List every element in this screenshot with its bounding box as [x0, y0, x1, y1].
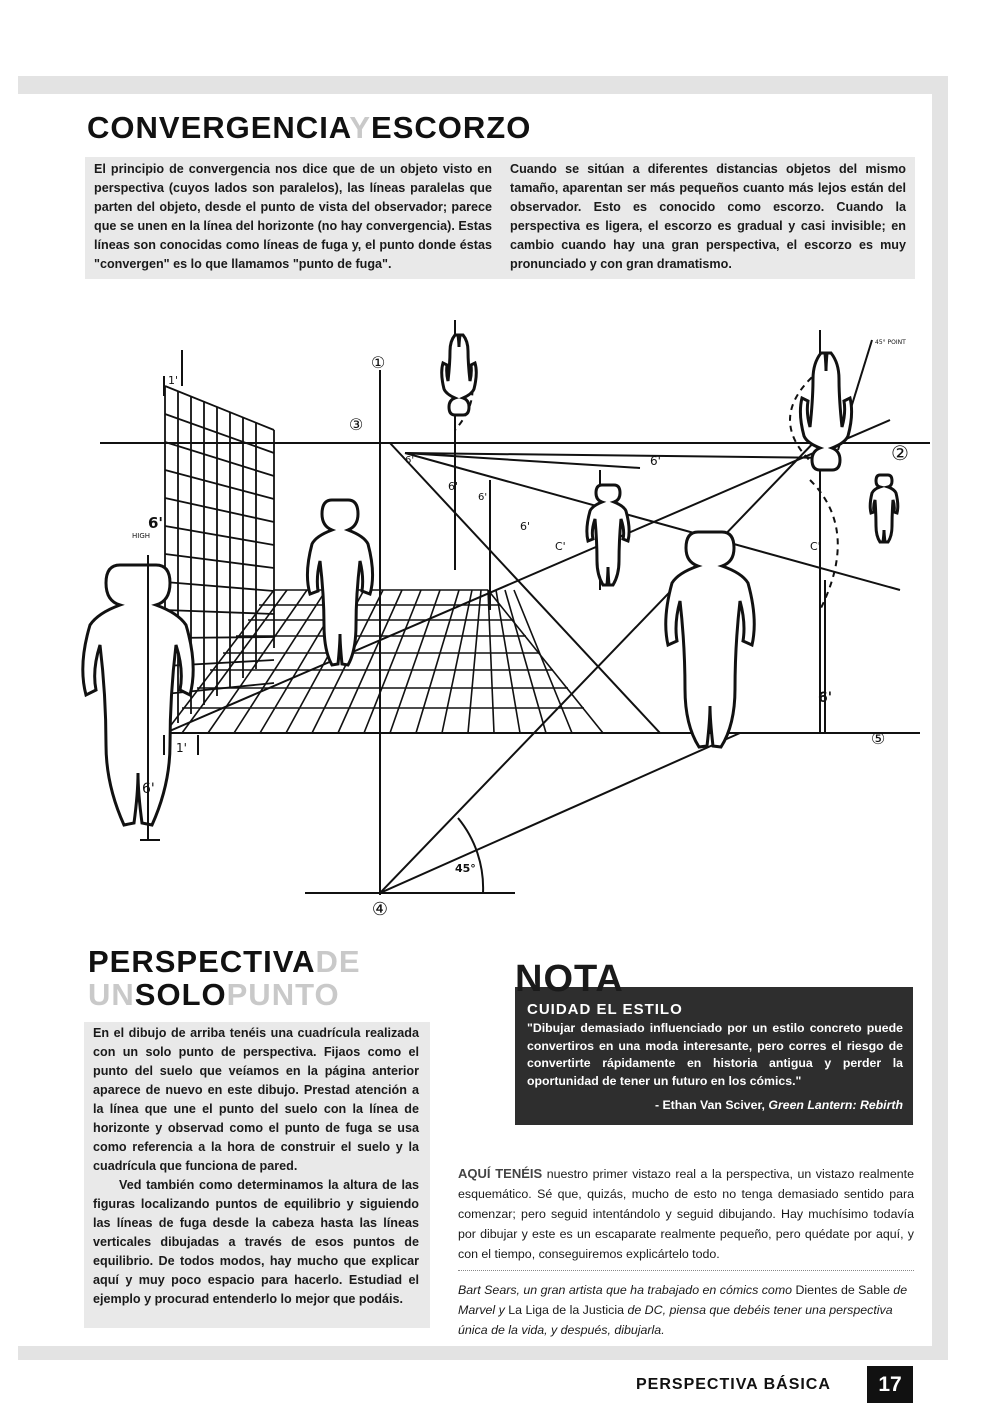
- caption-part-3: de Marvel: [458, 1283, 908, 1317]
- label-c4: 6': [520, 520, 531, 533]
- footer-label: PERSPECTIVA BÁSICA: [636, 1376, 831, 1393]
- figure-right-flipped: [800, 353, 851, 470]
- nota-attribution-name: - Ethan Van Sciver,: [654, 1098, 769, 1112]
- caption-part-5: La Liga de la Justicia: [508, 1303, 624, 1317]
- figure-far-right-tiny: [870, 475, 898, 542]
- nota-quote: "Dibujar demasiado influenciado por un estilo concreto puede convertiros en una moda interesante, pero corres el riesgo de convertirte rápidamente en historia antigua y perder la oportunidad de tener un futuro en los cómics.": [527, 1021, 903, 1088]
- title-line-1: [88, 945, 361, 978]
- title-word-de: DE: [315, 944, 361, 979]
- title-word-un: UN: [88, 977, 135, 1012]
- label-4: ④: [371, 899, 389, 920]
- intro-column-2: Cuando se sitúan a diferentes distancias objetos del mismo tamaño, aparentan ser más pequeños cuanto más lejos están del observador. Esto es conocido como escorzo. Cuando la perspectiva es ligera, el escorzo es gradual y casi invisible; en cambio cuando hay una gran perspectiva, el escorzo es muy pronunciado y con gran dramatismo.: [510, 162, 906, 271]
- label-5: ⑤: [870, 729, 886, 748]
- body-paragraph-2: Ved también como determinamos la altura de las figuras localizando puntos de equilibrio y siguiendo las líneas de fuga desde la cabeza hasta las líneas verticales dibujadas a través de esos puntos de equilibrio. De todos modos, hay mucho que explicar aquí y muy poco espacio para hacerlo. Estudiad el ejemplo y procurad entenderlo lo mejor que podáis.: [93, 1178, 419, 1306]
- scan-bottom-band: [18, 1346, 948, 1360]
- label-high: HIGH: [132, 532, 151, 540]
- label-c7: 6': [478, 492, 488, 503]
- aqui-paragraph: [458, 1164, 914, 1264]
- title-word-escorzo: ESCORZO: [371, 110, 532, 145]
- label-45-degrees: 45°: [455, 862, 476, 875]
- caption-part-2: Dientes de Sable: [795, 1283, 890, 1297]
- nota-attribution-work: Green Lantern: Rebirth: [768, 1098, 903, 1112]
- title-word-solo: SOLO: [134, 977, 227, 1012]
- title-line-2: [88, 978, 361, 1011]
- scan-top-band: [18, 76, 948, 94]
- page-number: 17: [867, 1366, 913, 1403]
- body-text-column: [93, 1024, 419, 1309]
- label-c5: C': [810, 540, 821, 553]
- figure-right-large: [666, 532, 755, 747]
- label-c6: 6': [405, 455, 415, 466]
- section-title-perspectiva: [88, 945, 361, 1011]
- label-1: ①: [370, 353, 386, 372]
- caption-divider: [458, 1270, 914, 1271]
- intro-column-1: El principio de convergencia nos dice que de un objeto visto en perspectiva (cuyos lados son paralelos), las líneas paralelas que parten del objeto, desde el punto de vista del observador; parece que se unen en la línea del horizonte (no hay convergencia). Estas líneas son conocidas como líneas de fuga y, el punto donde éstas "convergen" es lo que llamamos "punto de fuga".: [94, 162, 492, 271]
- title-word-perspectiva: PERSPECTIVA: [88, 944, 316, 979]
- label-c1: 6': [650, 454, 661, 468]
- body-paragraph-1: En el dibujo de arriba tenéis una cuadrícula realizada con un solo punto de perspectiva. Fijaos como el punto del suelo que veíamos en la página anterior aparece de nuevo en este dibujo. Prestad atención a la línea que une el punto del suelo con la línea de horizonte y observad como el punto de fuga se usa como referencia a la hora de construir el suelo y la cuadrícula que funciona de pared.: [93, 1026, 419, 1173]
- figure-middle: [307, 500, 372, 665]
- title-word-y: Y: [349, 110, 372, 145]
- label-6ft-left: 6': [142, 781, 155, 797]
- aqui-text: nuestro primer vistazo real a la perspectiva, un vistazo realmente esquemático. Sé que, quizás, mucho de esto no tenga demasiado sentido para comenzar; pero seguid intentándolo y seguid dibujando. Hay muchísimo todavía por dibujar y este es un escaparate realmente pequeño, pero quédate por aquí, y con el tiempo, conseguiremos explicártelo todo.: [458, 1167, 914, 1261]
- label-c2: 6': [448, 480, 459, 493]
- aqui-lead: AQUÍ TENÉIS: [458, 1166, 543, 1181]
- section-title-convergencia: [87, 110, 531, 146]
- label-3: ③: [348, 415, 364, 434]
- nota-attribution: [527, 1098, 903, 1112]
- figure-large-left: [83, 565, 193, 825]
- caption-part-1: Bart Sears, un gran artista que ha trabajado en cómics como: [458, 1283, 796, 1297]
- label-6ft-right: 6': [818, 690, 833, 706]
- figure-far-small: [587, 485, 629, 585]
- label-1ft-bottom: 1': [176, 741, 187, 755]
- caption-paragraph: [458, 1280, 914, 1340]
- title-word-punto: PUNTO: [226, 977, 340, 1012]
- caption-part-4: y: [498, 1303, 509, 1317]
- label-45-point: 45° POINT: [875, 339, 906, 346]
- label-6ft-high: 6': [148, 514, 164, 532]
- label-1ft-top: 1': [168, 374, 179, 387]
- label-2: ②: [891, 441, 909, 465]
- title-word-convergencia: CONVERGENCIA: [87, 110, 350, 145]
- nota-heading: NOTA: [515, 958, 624, 1000]
- nota-subtitle: CUIDAD EL ESTILO: [527, 1001, 683, 1018]
- perspective-diagram: [60, 310, 940, 930]
- label-c3: C': [555, 540, 566, 553]
- caption-part-6: de DC, piensa que debéis tener una perspectiva única de la vida, y después, dibujarla.: [458, 1303, 893, 1337]
